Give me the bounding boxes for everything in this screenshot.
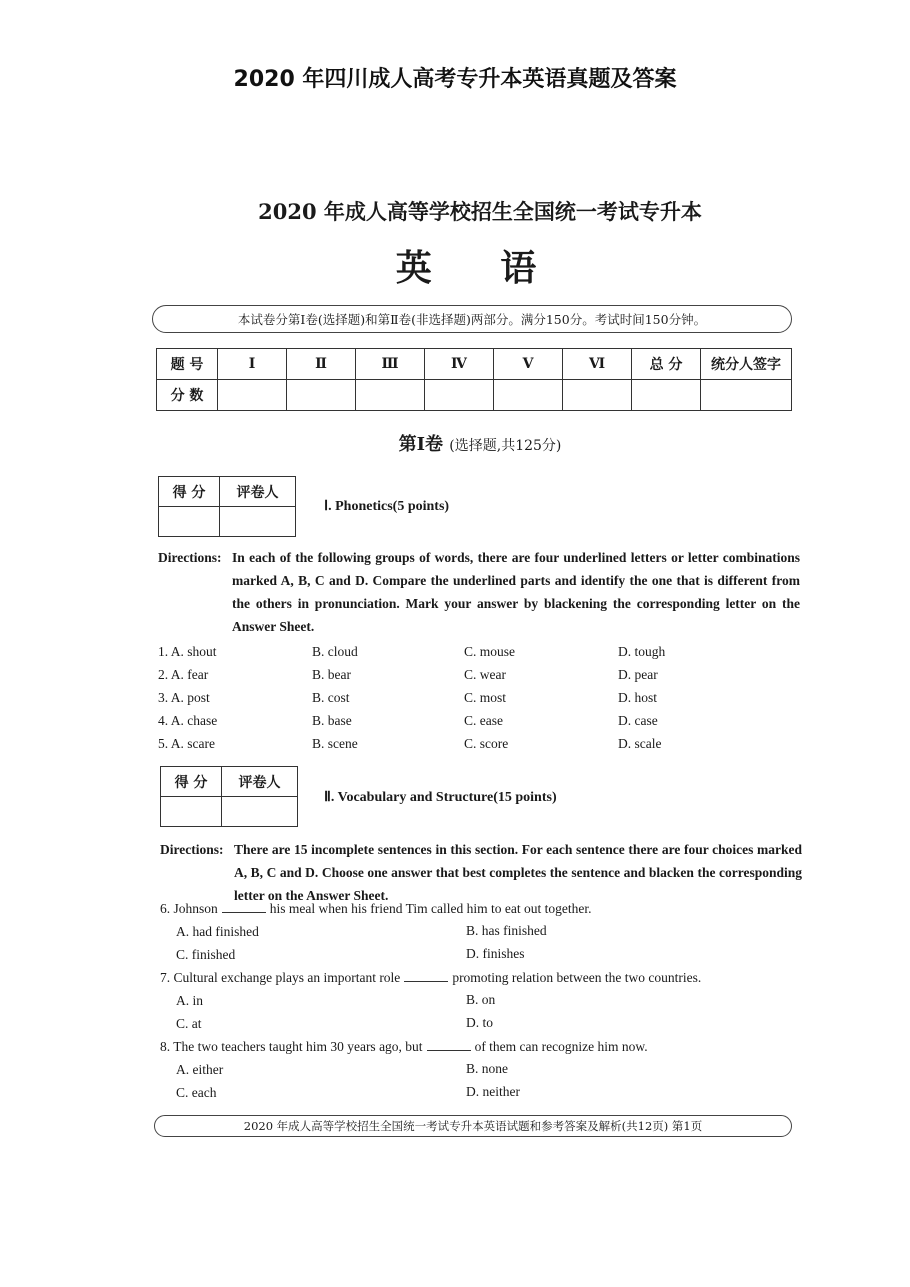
- question-option: 4. A. chase: [158, 713, 218, 728]
- page-footer-bar: [154, 1115, 792, 1137]
- question-option: B. bear: [312, 667, 351, 682]
- question-option: D. finishes: [466, 946, 525, 961]
- score-table-score-row: [157, 380, 792, 411]
- exam-info-text: 本试卷分第Ⅰ卷(选择题)和第Ⅱ卷(非选择题)两部分。满分150分。考试时间150分钟。: [237, 312, 707, 327]
- score-table-header: Ⅰ: [218, 349, 287, 380]
- score-cell: [425, 380, 494, 411]
- exam-info-bar: [152, 305, 792, 333]
- section-2-directions: [160, 838, 802, 908]
- question-option: A. either: [176, 1062, 224, 1077]
- question-option: B. cloud: [312, 644, 358, 659]
- question-option: A. had finished: [176, 924, 259, 939]
- question-option: C. finished: [176, 947, 236, 962]
- score-cell: [494, 380, 563, 411]
- stem-text: 6. Johnson: [160, 901, 218, 916]
- stem-text: 7. Cultural exchange plays an important role: [160, 970, 401, 985]
- score-cell: [287, 380, 356, 411]
- question-option: B. cost: [312, 690, 350, 705]
- question-option: D. host: [618, 690, 658, 705]
- score-table-header: Ⅵ: [563, 349, 632, 380]
- subject-title: 英 语: [395, 247, 565, 289]
- section-1-directions: [158, 546, 800, 642]
- page-footer-text: 2020 年成人高等学校招生全国统一考试专升本英语试题和参考答案及解析(共12页) 第1页: [243, 1119, 703, 1133]
- question-stem: [160, 1039, 648, 1055]
- question-option: C. ease: [464, 713, 503, 728]
- question-option: C. at: [176, 1016, 202, 1031]
- exam-title: 2020 年成人高等学校招生全国统一考试专升本: [258, 199, 702, 224]
- score-table-header: Ⅳ: [425, 349, 494, 380]
- score-row-label: 分 数: [157, 380, 218, 411]
- question-option: C. mouse: [464, 644, 516, 659]
- part-one-subtitle: (选择题,共125分): [449, 438, 562, 454]
- question-option: D. to: [466, 1015, 493, 1030]
- stem-text: his meal when his friend Tim called him to eat out together.: [269, 901, 592, 916]
- grader-name-label: 评卷人: [220, 477, 296, 507]
- question-option: D. scale: [618, 736, 662, 751]
- section-1-title: Ⅰ. Phonetics(5 points): [324, 499, 450, 514]
- document-title: 2020 年四川成人高考专升本英语真题及答案: [233, 67, 677, 92]
- answer-blank: [222, 912, 266, 913]
- stem-text: 8. The two teachers taught him 30 years ago, but: [160, 1039, 423, 1054]
- score-cell: [632, 380, 701, 411]
- grader-score-cell: [161, 797, 222, 827]
- score-table-header: 总 分: [632, 349, 701, 380]
- question-option: C. each: [176, 1085, 217, 1100]
- question-option: C. score: [464, 736, 509, 751]
- question-option: D. tough: [618, 644, 666, 659]
- directions-text: In each of the following groups of words, there are four underlined letters or letter combinations marked A, B, C and D. Compare the underlined parts and identify the one that is different from the others in pronunciation. Mark your answer by blackening the corresponding letter on the Answer Sheet.: [232, 550, 800, 634]
- score-table-header: 题 号: [157, 349, 218, 380]
- scanned-exam-page: [150, 180, 810, 1160]
- question-stem: [160, 901, 591, 917]
- section-2-title: Ⅱ. Vocabulary and Structure(15 points): [324, 790, 557, 805]
- question-option: D. case: [618, 713, 658, 728]
- question-option: C. wear: [464, 667, 506, 682]
- grader-score-label: 得 分: [161, 767, 222, 797]
- grader-name-cell: [222, 797, 298, 827]
- grader-name-cell: [220, 507, 296, 537]
- score-cell: [356, 380, 425, 411]
- score-table-header: 统分人签字: [701, 349, 792, 380]
- question-option: C. most: [464, 690, 507, 705]
- stem-text: of them can recognize him now.: [474, 1039, 648, 1054]
- question-option: 1. A. shout: [158, 644, 217, 659]
- score-cell: [563, 380, 632, 411]
- question-option: B. scene: [312, 736, 358, 751]
- part-one-heading: [150, 430, 810, 456]
- part-one-title: 第Ⅰ卷: [398, 434, 444, 455]
- score-table-header: Ⅱ: [287, 349, 356, 380]
- score-cell: [701, 380, 792, 411]
- question-option: B. none: [466, 1061, 508, 1076]
- question-option: B. on: [466, 992, 496, 1007]
- score-table-header-row: [157, 349, 792, 380]
- score-table-header: Ⅴ: [494, 349, 563, 380]
- question-option: 5. A. scare: [158, 736, 215, 751]
- grader-name-label: 评卷人: [222, 767, 298, 797]
- question-stem: [160, 970, 701, 986]
- answer-blank: [404, 981, 448, 982]
- answer-blank: [427, 1050, 471, 1051]
- question-option: 3. A. post: [158, 690, 210, 705]
- question-option: D. pear: [618, 667, 658, 682]
- question-option: A. in: [176, 993, 203, 1008]
- score-table: [156, 348, 792, 411]
- directions-label: Directions:: [160, 842, 224, 857]
- stem-text: promoting relation between the two countries.: [452, 970, 702, 985]
- question-option: D. neither: [466, 1084, 520, 1099]
- grader-score-label: 得 分: [159, 477, 220, 507]
- question-option: B. has finished: [466, 923, 547, 938]
- grader-box-section-2: [160, 766, 298, 827]
- score-cell: [218, 380, 287, 411]
- question-option: 2. A. fear: [158, 667, 209, 682]
- grader-box-section-1: [158, 476, 296, 537]
- grader-score-cell: [159, 507, 220, 537]
- score-table-header: Ⅲ: [356, 349, 425, 380]
- question-option: B. base: [312, 713, 352, 728]
- directions-text: There are 15 incomplete sentences in this section. For each sentence there are four choices marked A, B, C and D. Choose one answer that best completes the sentence and blacken the corresponding letter on the Answer Sheet.: [234, 842, 802, 903]
- directions-label: Directions:: [158, 550, 222, 565]
